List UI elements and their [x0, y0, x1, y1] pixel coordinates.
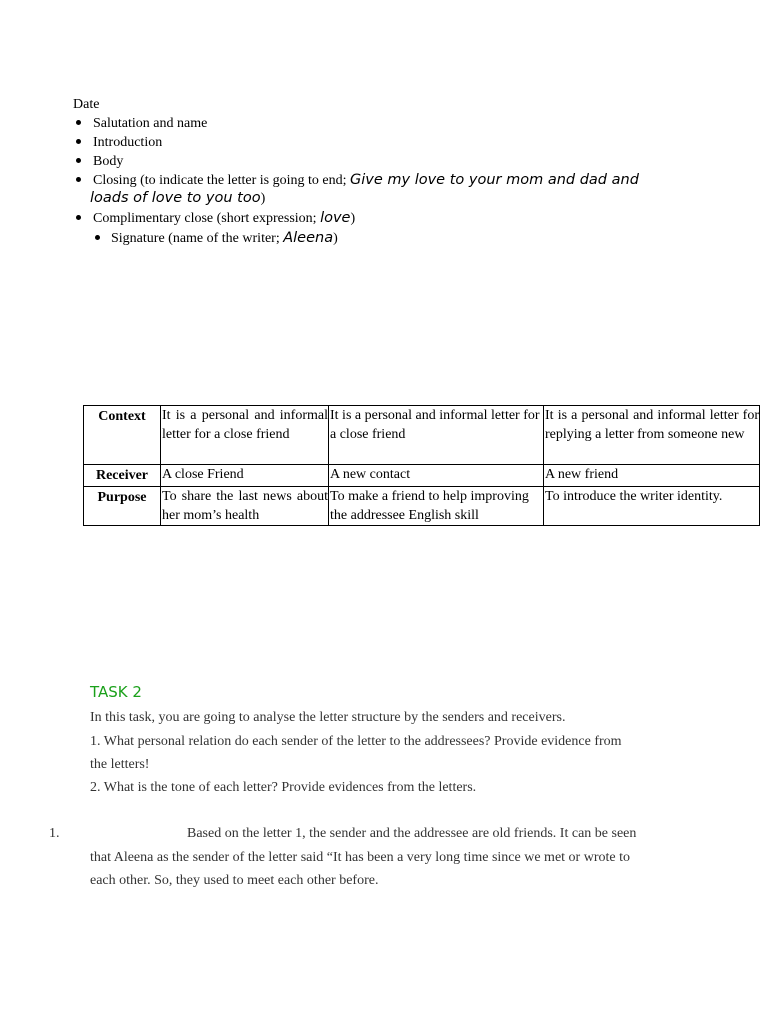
answer-line-3: each other. So, they used to meet each other before.: [90, 873, 379, 888]
answer-line-2: that Aleena as the sender of the letter said “It has been a very long time since we met or wrote to: [90, 850, 630, 865]
table-cell: A new friend: [544, 465, 760, 487]
table-row: [84, 487, 760, 526]
bullet-icon: [76, 139, 81, 144]
closing-example-line2: loads of love to you too: [90, 190, 261, 206]
bullet-icon: [76, 120, 81, 125]
bullet-icon: [76, 177, 81, 182]
signature-suffix: ): [333, 231, 338, 246]
closing-text: Closing (to indicate the letter is going to end;: [93, 173, 351, 188]
list-item-salutation: Salutation and name: [93, 116, 208, 131]
table-cell: A new contact: [329, 465, 544, 487]
list-item-closing: [93, 171, 639, 190]
complimentary-suffix: ): [350, 211, 356, 226]
closing-example-line1: Give my love to your mom and dad and: [350, 172, 639, 188]
signature-example: Aleena: [283, 230, 334, 246]
bullet-icon: [76, 158, 81, 163]
list-item-complimentary-close: [93, 209, 355, 228]
list-item-introduction: Introduction: [93, 135, 163, 150]
complimentary-text: Complimentary close (short expression;: [93, 211, 321, 226]
list-item-closing-continued: [90, 189, 265, 208]
table-cell: A close Friend: [161, 465, 329, 487]
answer-line-1: Based on the letter 1, the sender and the addressee are old friends. It can be seen: [187, 826, 637, 841]
table-cell: It is a personal and informal letter for a close friend: [161, 406, 329, 465]
row-header-context: Context: [84, 406, 161, 465]
closing-suffix: ): [260, 191, 266, 206]
table-row: [84, 406, 760, 465]
list-item-body: Body: [93, 154, 124, 169]
complimentary-example: love: [320, 210, 351, 226]
task-question-2: 2. What is the tone of each letter? Provide evidences from the letters.: [90, 780, 477, 795]
task-title: TASK 2: [90, 683, 142, 701]
row-header-purpose: Purpose: [84, 487, 161, 526]
signature-text: Signature (name of the writer;: [111, 231, 284, 246]
table-cell: It is a personal and informal letter for replying a letter from someone new: [544, 406, 760, 465]
list-item-signature: [111, 229, 338, 248]
bullet-icon: [76, 215, 81, 220]
letter-comparison-table: [83, 405, 760, 526]
task-intro: In this task, you are going to analyse the letter structure by the senders and receivers.: [90, 710, 566, 725]
date-label: Date: [73, 97, 100, 112]
table-cell: To introduce the writer identity.: [544, 487, 760, 526]
table-cell: To share the last news about her mom’s health: [161, 487, 329, 526]
table-row: [84, 465, 760, 487]
table-cell: To make a friend to help improving the addressee English skill: [329, 487, 544, 526]
task-question-1-continued: the letters!: [90, 757, 150, 772]
row-header-receiver: Receiver: [84, 465, 161, 487]
answer-number: 1.: [49, 826, 60, 841]
bullet-icon: [95, 235, 100, 240]
table-cell: It is a personal and informal letter for a close friend: [329, 406, 544, 465]
task-question-1: 1. What personal relation do each sender of the letter to the addressees? Provide evidence from: [90, 734, 622, 749]
